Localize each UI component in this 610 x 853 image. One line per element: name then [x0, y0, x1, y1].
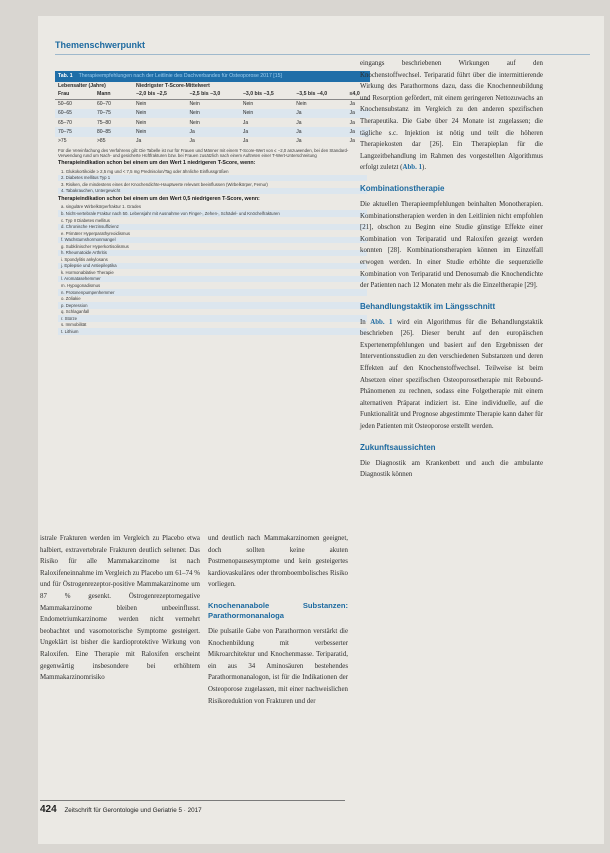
left-column — [40, 533, 200, 684]
table-cell: >85 — [97, 138, 106, 144]
list-item: s. Immobilität — [61, 322, 87, 328]
right-column-para-1 — [360, 58, 543, 174]
list-item: 1. Glukokortikoide ≥ 2,5 mg und < 7,5 mg Prednisolon/Tag oder ähnliche Einflussgrößen — [61, 168, 229, 174]
table-row — [55, 127, 370, 136]
table-cell: 60–65 — [55, 109, 94, 118]
table-footnotes — [55, 146, 370, 337]
table-row — [55, 137, 370, 146]
table-cell: Nein — [296, 101, 307, 107]
heading-future: Zukunftsaussichten — [360, 442, 436, 452]
table-cell: Nein — [189, 119, 200, 126]
table-cell: 75–80 — [97, 119, 111, 126]
list-item: a. singuläre Wirbelkörperfraktur 1. Grades — [61, 204, 142, 210]
table-subheader: −2,5 bis −3,0 — [186, 90, 239, 99]
table-cell: Nein — [133, 127, 186, 136]
right-text-3-pre: In — [360, 318, 371, 326]
figure-ref-link-2[interactable]: Abb. 1 — [370, 318, 393, 326]
table-cell: Ja — [189, 138, 195, 144]
table-cell: 80–85 — [94, 127, 133, 136]
table-subheader: −2,0 bis −2,5 — [133, 90, 186, 99]
table-number: Tab. 1 — [58, 73, 73, 79]
list-item: t. Lithium — [58, 328, 367, 335]
table-cell: Ja — [136, 138, 142, 144]
table-cell: Nein — [189, 101, 200, 107]
table-subheader: −3,0 bis −3,5 — [240, 90, 293, 99]
section1-heading: Therapieindikation schon bei einem um den Wert 1 niedrigeren T-Score, wenn: — [58, 160, 256, 167]
middle-column-text-2: Die pulsatile Gabe von Parathormon verstärkt die Knochenbildung mit verbesserter Mikroarchitektur und Knochenmasse. Teriparatid, ein aus 34 Aminosäuren bestehendes Parathormonanalogon, ist für die Indikationen der Osteoporose zugelassen, mit einer nachweislichen Risikoreduktion von Frakturen und der — [208, 627, 348, 705]
list-item: 4. Tabakrauchen, Untergewicht — [58, 188, 367, 195]
list-item: g. Subklinischer Hyperkortisolismus — [61, 243, 129, 249]
section2-list — [58, 204, 367, 335]
list-item: 2. Diabetes mellitus Typ 1 — [58, 175, 367, 182]
right-column-para-4: Die Diagnostik am Krankenbett und auch die ambulante Diagnostik können — [360, 459, 543, 479]
table-cell: >75 — [58, 138, 67, 144]
table-header-age: Lebensalter (Jahre) — [58, 82, 106, 89]
page-number: 424 — [40, 804, 57, 815]
table-cell: Nein — [240, 109, 293, 118]
list-item: l. Aromatasehemmer — [58, 276, 367, 283]
table-cell: Nein — [242, 101, 254, 107]
section-rubric: Themenschwerpunkt — [55, 40, 146, 50]
table-cell: 65–70 — [58, 119, 72, 126]
list-item: c. Typ II Diabetes mellitus — [61, 217, 110, 223]
table-cell: Ja — [349, 101, 355, 107]
list-item: b. Nicht-vertebrale Fraktur nach 50. Lebensjahr mit Ausnahme von Finger-, Zehen-, Schädel- und Knöchelfrakturen — [58, 210, 367, 217]
right-text-1: eingangs beschriebenen Wirkungen auf den Knochenstoffwechsel. Teriparatid führt über die intermittierende Wirkung des Parathormons dazu, dass die Knochenneubildung und Resorption gefördert, mit einem geringeren Nettozuwachs an Knochensubstanz im Vergleich zu den anderen spezifischen Therapeutika. Die Gabe über 24 Monate ist zugelassen; die tägliche s.c. Injektion ist nötig und teilt die höheren Therapiekosten dar [26]. Ein Therapieplan für die Langzeitbehandlung im Rahmen des vorgestellten Algorithmus erfolgt zuletzt ( — [360, 60, 543, 172]
table-grid — [55, 82, 370, 146]
journal-name: Zeitschrift für Gerontologie und Geriatrie 5 · 2017 — [64, 807, 202, 814]
table-cell: Ja — [349, 119, 355, 126]
right-text-3: wird ein Algorithmus für die Behandlungstaktik beschrieben [26]. Dieser beruht auf den europäischen Expertenempfehlungen und basiert auf den Ergebnissen der Interventionsstudien zu den verschiedenen Substanzen und deren Effekten auf den Knochenstoffwechsel. Teilweise ist beim Absetzen einer spezifischen Osteoporosetherapie mit Rebound-Phänomenen zu rechnen, sodass eine Folgetherapie mit einem alternativen Präparat indiziert ist. Eine individuelle, auf die Funktionalität und Prognose abgestimmte Therapie kann daher für jeden Patienten mit Osteoporose erstellt werden. — [360, 318, 544, 431]
list-item: h. Rheumatoide Arthritis — [58, 250, 367, 257]
list-item: i. Spondylitis ankylosans — [61, 256, 108, 262]
table-cell: Ja — [296, 138, 302, 144]
table-cell: Nein — [136, 119, 147, 126]
table-subheader: Frau — [55, 90, 94, 99]
table-header-tscore: Niedrigster T-Score-Mittelwert — [136, 82, 210, 89]
recommendation-table — [55, 71, 370, 337]
section2-heading: Therapieindikation schon bei einem um den Wert 0,5 niedrigeren T-Score, wenn: — [58, 196, 260, 203]
heading-tactics: Behandlungstaktik im Längsschnitt — [360, 301, 496, 311]
list-item: p. Depression — [58, 302, 367, 309]
table-cell: 70–75 — [55, 127, 94, 136]
rubric-divider — [55, 54, 590, 55]
right-column-para-3 — [360, 317, 543, 433]
middle-column — [208, 533, 348, 707]
table-caption — [55, 71, 370, 82]
list-item: q. Schlaganfall — [61, 309, 90, 315]
table-cell: Nein — [136, 101, 147, 107]
footer-divider — [40, 800, 345, 801]
table-cell: Nein — [186, 109, 239, 118]
table-cell: Nein — [133, 109, 186, 118]
table-cell: 70–75 — [94, 109, 133, 118]
list-item: o. Zöliakie — [61, 296, 81, 302]
table-cell: Ja — [186, 127, 239, 136]
table-footnote: Für die Vereinfachung des Verfahrens gilt: Die Tabelle ist nur für Frauen und Männer mit einem T-Score-Wert von ≤ −2,0 anzuwenden, bei den Standard-Verwendung rund um Nach- und gesicherte Hüftfrakturen bzw. bei Frauen zusätzlich nach einem Auftreten einer T-Wert-Unterschreitung — [58, 147, 349, 159]
table-row — [55, 99, 370, 109]
right-column — [360, 58, 543, 481]
table-cell: 50–60 — [58, 101, 72, 107]
table-row — [55, 109, 370, 118]
heading-combination: Kombinationstherapie — [360, 183, 445, 193]
list-item: r. Stürze — [58, 315, 367, 322]
right-text-1-end: ). — [422, 164, 427, 172]
table-cell: Ja — [242, 138, 249, 144]
table-cell: Ja — [242, 119, 249, 126]
table-row — [55, 118, 370, 127]
section1-list — [58, 168, 367, 194]
figure-ref-link-1[interactable]: Abb. 1 — [402, 164, 423, 172]
table-cell: Ja — [296, 119, 302, 126]
right-column-para-2: Die aktuellen Therapieempfehlungen beinhalten Monotherapien. Kombinationstherapien werden in den Leitlinien nicht empfohlen [21], obschon zu Beginn eine Studie günstige Effekte einer Kombination von Teriparatid und Raloxifen gezeigt werden konnten [28]. Kombinationstherapien können im Einzelfall erwogen werden. In einer Studie erhöhte die sequenzielle Kombination von Teriparatid und Denosumab die Knochendichte der Patienten nach 12 Monaten mehr als die Einzeltherapie [29]. — [360, 200, 543, 290]
table-subheader: −3,5 bis −4,0 — [293, 90, 346, 99]
table-subheader: Mann — [94, 90, 133, 99]
table-cell: Ja — [293, 127, 346, 136]
list-item: f. Wachstumshormonmangel — [58, 237, 367, 244]
heading-parathormone: Knochenanabole Substanzen: Parathormonanaloga — [208, 600, 348, 620]
table-subheader-row — [55, 90, 370, 99]
left-column-text: istrale Frakturen werden im Vergleich zu Placebo etwa halbiert, extravertebrale Frakturen deutlich seltener. Das Risiko für alle Mammakarzinome ist nach Raloxifeneinnahme im Vergleich zu Placebo um 61–74 % und für Östrogenrezeptor-positive Mammakarzinome um 87 % gesenkt. Östrogenrezeptornegative Mammakarzinome bleiben unbeeinflusst. Endometriumkarzinome werden nicht vermehrt beobachtet und vasomotorische Symptome gesteigert. Ungeklärt ist bisher die kardioprotektive Wirkung von Raloxifen. Eine Therapie mit Raloxifen erscheint gegenwärtig insbesondere bei erhöhtem Mammakarzinomrisiko — [40, 535, 200, 682]
list-item: 3. Risiken, die mindestens eines der Knochendichte-Hauptwerte relevant beeinflussen (Wirbelkörper, Femur) — [61, 181, 268, 187]
table-cell: Ja — [240, 127, 293, 136]
list-item: m. Hypogonadismus — [61, 283, 101, 289]
table-cell: Ja — [347, 127, 370, 136]
list-item: d. Chronische Herzinsuffizienz — [58, 224, 367, 231]
table-cell: Ja — [347, 109, 370, 118]
middle-column-text: und deutlich nach Mammakarzinomen geeignet, doch sollten keine akuten Postmenopausesymptome und kein gesteigertes kardiovaskuläres oder thromboembolisches Risiko vorliegen. — [208, 535, 348, 589]
list-item: e. Primärer Hyperparathyreoidismus — [61, 230, 131, 236]
table-cell: Ja — [349, 138, 355, 144]
list-item: j. Epilepsie und Antiepileptika — [58, 263, 367, 270]
table-cell: Ja — [293, 109, 346, 118]
page-footer — [40, 804, 202, 815]
table-title: Therapieempfehlungen nach der Leitlinie des Dachverbandes für Osteoporose 2017 [15] — [78, 73, 282, 79]
table-body — [55, 99, 370, 146]
table-cell: 60–70 — [97, 101, 111, 107]
table-subheader: ≤4,0 — [347, 90, 370, 99]
list-item: k. Hormonablative Therapie — [61, 269, 114, 275]
list-item: n. Protonenpumpenhemmer — [58, 289, 367, 296]
